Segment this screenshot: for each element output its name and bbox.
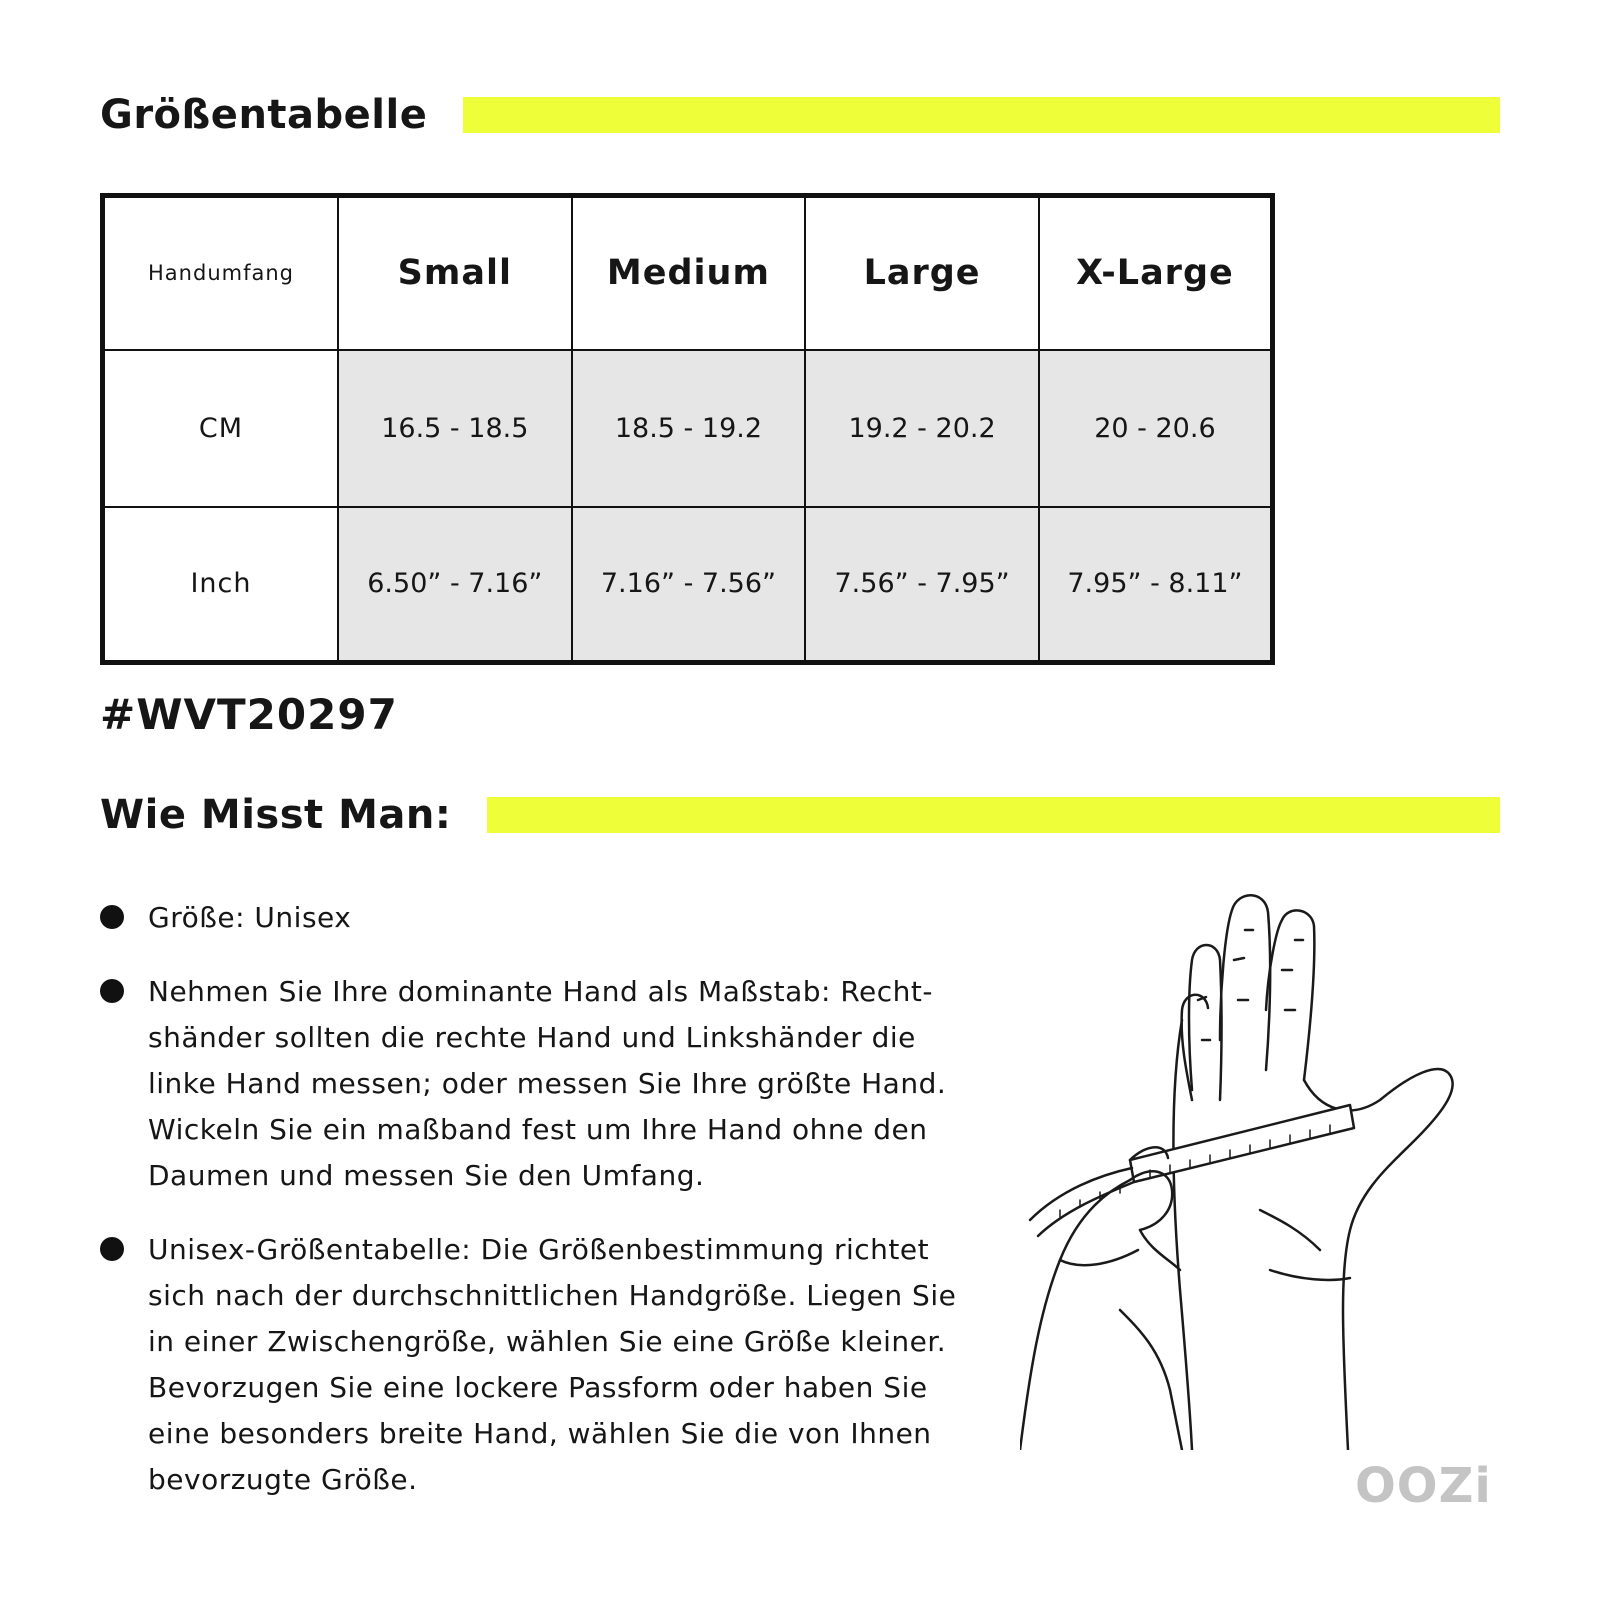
product-code: #WVT20297 (100, 690, 398, 739)
table-row (103, 507, 1273, 663)
list-item-text: Größe: Unisex (148, 901, 352, 934)
size-small-header: Small (338, 196, 572, 350)
table-cell: 16.5 - 18.5 (338, 350, 572, 507)
table-cell: 19.2 - 20.2 (805, 350, 1039, 507)
size-chart-title: Größentabelle (100, 92, 428, 138)
table-header-row (103, 196, 1273, 350)
table-cell: 7.56” - 7.95” (805, 507, 1039, 663)
accent-bar (487, 797, 1500, 833)
measure-header (100, 792, 1500, 838)
list-item (100, 969, 980, 1199)
list-item (100, 1227, 980, 1503)
size-medium-header: Medium (572, 196, 806, 350)
accent-bar (463, 97, 1500, 133)
table-cell: 18.5 - 19.2 (572, 350, 806, 507)
measure-title: Wie Misst Man: (100, 792, 452, 838)
table-cell: 7.16” - 7.56” (572, 507, 806, 663)
size-table (100, 193, 1275, 665)
table-row (103, 350, 1273, 507)
size-large-header: Large (805, 196, 1039, 350)
brand-logo: OOZi (1355, 1458, 1492, 1514)
hand-measuring-tape-icon (1020, 890, 1500, 1450)
instructions-list (100, 895, 980, 1531)
table-cell: 6.50” - 7.16” (338, 507, 572, 663)
corner-label: Handumfang (103, 196, 339, 350)
list-item-text: Nehmen Sie Ihre dominante Hand als Maßstab: Recht-shänder sollten die rechte Hand und Linkshänder die linke Hand messen; oder messen Sie Ihre größte Hand. Wickeln Sie ein maßband fest um Ihre Hand ohne den Daumen und messen Sie den Umfang. (148, 975, 947, 1192)
list-item-text: Unisex-Größentabelle: Die Größenbestimmung richtet sich nach der durchschnittlichen Handgröße. Liegen Sie in einer Zwischengröße, wählen Sie eine Größe kleiner. Bevorzugen Sie eine lockere Passform oder haben Sie eine besonders breite Hand, wählen Sie die von Ihnen bevorzugte Größe. (148, 1233, 957, 1496)
table-cell: 7.95” - 8.11” (1039, 507, 1273, 663)
unit-inch-label: Inch (103, 507, 339, 663)
size-xlarge-header: X-Large (1039, 196, 1273, 350)
unit-cm-label: CM (103, 350, 339, 507)
size-chart-header (100, 92, 1500, 138)
table-cell: 20 - 20.6 (1039, 350, 1273, 507)
bullet-icon (100, 979, 124, 1003)
bullet-icon (100, 905, 124, 929)
bullet-icon (100, 1237, 124, 1261)
list-item (100, 895, 980, 941)
